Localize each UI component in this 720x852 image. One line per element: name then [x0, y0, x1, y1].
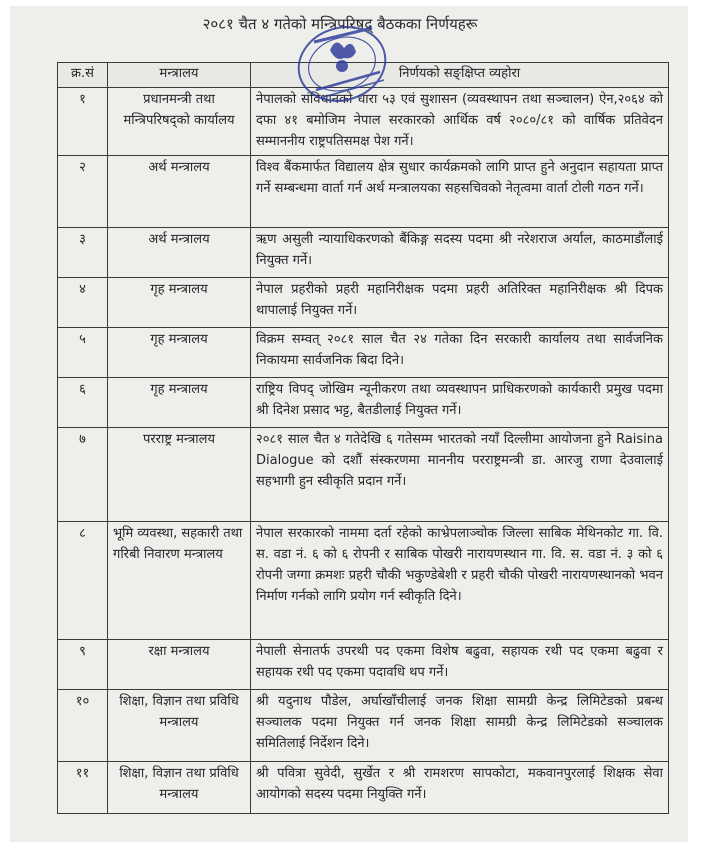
row-decision: विक्रम सम्वत् २०८१ साल चैत २४ गतेका दिन सरकारी कार्यालय तथा सार्वजनिक निकायमा सार्वजनिक बिदा दिने।: [251, 328, 669, 378]
row-serial: ४: [58, 278, 108, 328]
table-row: [58, 156, 669, 228]
table-row: [58, 328, 669, 378]
header-ministry: मन्त्रालय: [108, 63, 251, 88]
row-serial: ११: [58, 762, 108, 814]
row-ministry: अर्थ मन्त्रालय: [108, 228, 251, 278]
table-row: [58, 522, 669, 640]
row-serial: ७: [58, 428, 108, 522]
table-row: [58, 428, 669, 522]
header-decision: निर्णयको सङ्क्षिप्त व्यहोरा: [251, 63, 669, 88]
table-row: [58, 228, 669, 278]
row-serial: ६: [58, 378, 108, 428]
row-decision: नेपाली सेनातर्फ उपरथी पद एकमा विशेष बढुवा, सहायक रथी पद एकमा बढुवा र सहायक रथी पद एकमा पदावधि थप गर्ने।: [251, 640, 669, 690]
row-decision: श्री यदुनाथ पौडेल, अर्घाखाँचीलाई जनक शिक्षा सामग्री केन्द्र लिमिटेडको प्रबन्ध सञ्चालक पदमा नियुक्त गर्न जनक शिक्षा सामग्री केन्द्र लिमिटेडको सञ्चालक समितिलाई निर्देशन दिने।: [251, 690, 669, 762]
stamp-seal-icon: [289, 20, 395, 112]
row-ministry: प्रधानमन्त्री तथा मन्त्रिपरिषद्को कार्यालय: [108, 88, 251, 156]
row-serial: ८: [58, 522, 108, 640]
row-decision: श्री पवित्रा सुवेदी, सुर्खेत र श्री रामशरण सापकोटा, मकवानपुरलाई शिक्षक सेवा आयोगको सदस्य पदमा नियुक्ति गर्ने।: [251, 762, 669, 814]
row-ministry: गृह मन्त्रालय: [108, 378, 251, 428]
row-serial: २: [58, 156, 108, 228]
row-serial: ३: [58, 228, 108, 278]
row-decision: नेपाल प्रहरीको प्रहरी महानिरीक्षक पदमा प्रहरी अतिरिक्त महानिरीक्षक श्री दिपक थापालाई नियुक्त गर्ने।: [251, 278, 669, 328]
document-title: २०८१ चैत ४ गतेको मन्त्रिपरिषद् बैठकका निर्णयहरू: [202, 15, 478, 33]
row-ministry: शिक्षा, विज्ञान तथा प्रविधि मन्त्रालय: [108, 762, 251, 814]
row-decision: नेपालको संविधानको धारा ५३ एवं सुशासन (व्यवस्थापन तथा सञ्चालन) ऐन,२०६४ को दफा ४१ बमोजिम नेपाल सरकारको आर्थिक वर्ष २०८०/८१ को वार्षिक प्रतिवेदन सम्माननीय राष्ट्रपतिसमक्ष पेश गर्ने।: [251, 88, 669, 156]
row-decision: राष्ट्रिय विपद् जोखिम न्यूनीकरण तथा व्यवस्थापन प्राधिकरणको कार्यकारी प्रमुख पदमा श्री दिनेश प्रसाद भट्ट, बैतडीलाई नियुक्त गर्ने।: [251, 378, 669, 428]
row-serial: ५: [58, 328, 108, 378]
row-decision: नेपाल सरकारको नाममा दर्ता रहेको काभ्रेपलाञ्चोक जिल्ला साबिक मेथिनकोट गा. वि. स. वडा नं. ६ को ६ रोपनी र साबिक पोखरी नारायणस्थान गा. वि. स. वडा नं. ३ को ६ रोपनी जग्गा क्रमशः प्रहरी चौकी भकुण्डेबेशी र प्रहरी चौकी पोखरी नारायणस्थानको भवन निर्माण गर्नको लागि प्रयोग गर्न स्वीकृति दिने।: [251, 522, 669, 640]
table-row: [58, 690, 669, 762]
row-ministry: गृह मन्त्रालय: [108, 278, 251, 328]
row-decision: ऋण असुली न्यायाधिकरणको बैंकिङ्ग सदस्य पदमा श्री नरेशराज अर्याल, काठमाडौंलाई नियुक्त गर्ने।: [251, 228, 669, 278]
table-row: [58, 762, 669, 814]
row-ministry: रक्षा मन्त्रालय: [108, 640, 251, 690]
table-row: [58, 378, 669, 428]
decisions-table: [57, 62, 669, 814]
row-decision: विश्व बैंकमार्फत विद्यालय क्षेत्र सुधार कार्यक्रमको लागि प्राप्त हुने अनुदान सहायता प्राप्त गर्ने सम्बन्धमा वार्ता गर्न अर्थ मन्त्रालयका सहसचिवको नेतृत्वमा वार्ता टोली गठन गर्ने।: [251, 156, 669, 228]
official-stamp: [280, 20, 410, 115]
row-serial: १: [58, 88, 108, 156]
header-serial: क्र.सं: [58, 63, 108, 88]
row-decision: २०८१ साल चैत ४ गतेदेखि ६ गतेसम्म भारतको नयाँ दिल्लीमा आयोजना हुने Raisina Dialogue को दशौं संस्करणमा माननीय परराष्ट्रमन्त्री डा. आरजु राणा देउवालाई सहभागी हुन स्वीकृति प्रदान गर्ने।: [251, 428, 669, 522]
row-serial: ९: [58, 640, 108, 690]
row-ministry: परराष्ट्र मन्त्रालय: [108, 428, 251, 522]
row-ministry: भूमि व्यवस्था, सहकारी तथा गरिबी निवारण मन्त्रालय: [108, 522, 251, 640]
row-ministry: गृह मन्त्रालय: [108, 328, 251, 378]
table-row: [58, 278, 669, 328]
row-ministry: शिक्षा, विज्ञान तथा प्रविधि मन्त्रालय: [108, 690, 251, 762]
row-serial: १०: [58, 690, 108, 762]
row-ministry: अर्थ मन्त्रालय: [108, 156, 251, 228]
table-row: [58, 640, 669, 690]
